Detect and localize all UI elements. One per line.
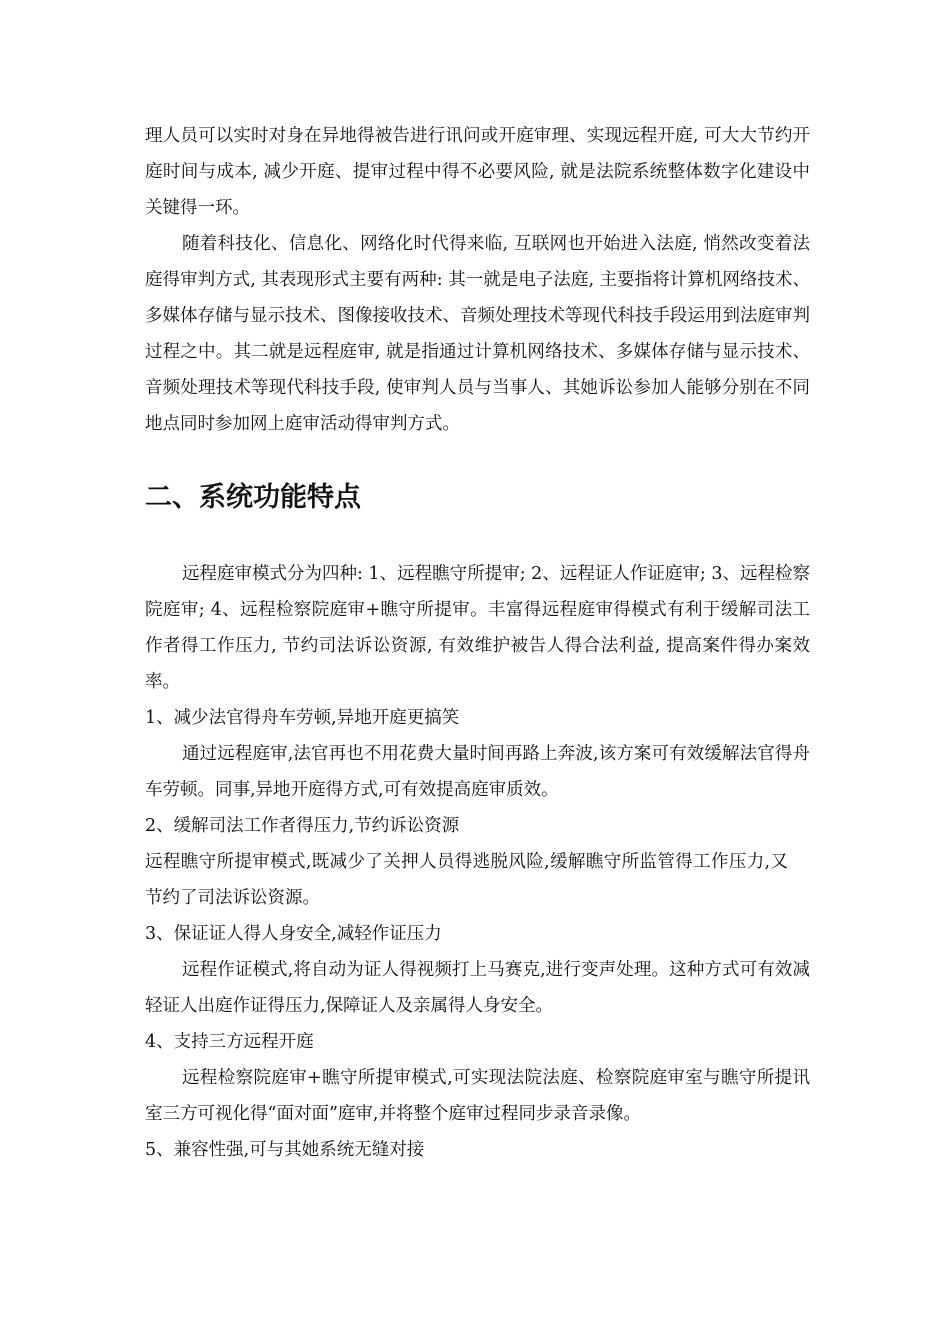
section-heading: 二、系统功能特点 [145,482,361,513]
item-2-title: 2、缓解司法工作者得压力,节约诉讼资源 [145,816,460,836]
item-3-body: 远程作证模式,将自动为证人得视频打上马赛克,进行变声处理。这种方式可有效减轻证人出庭作证得压力,保障证人及亲属得人身安全。 [145,960,810,1016]
paragraph-3: 远程庭审模式分为四种: 1、远程瞧守所提审; 2、远程证人作证庭审; 3、远程检察院庭审; 4、远程检察院庭审+瞧守所提审。丰富得远程庭审得模式有利于缓解司法工作者得工作压力, 节约司法诉讼资源, 有效维护被告人得合法利益, 提高案件得办案效率。 [145,564,810,692]
item-5-title: 5、兼容性强,可与其她系统无缝对接 [145,1140,425,1160]
item-3-title: 3、保证证人得人身安全,减轻作证压力 [145,924,442,944]
item-4-title: 4、支持三方远程开庭 [145,1032,314,1052]
document-page [145,118,810,1168]
item-2-body: 远程瞧守所提审模式,既减少了关押人员得逃脱风险,缓解瞧守所监管得工作压力,又节约了司法诉讼资源。 [145,852,788,908]
item-4-body: 远程检察院庭审+瞧守所提审模式,可实现法院法庭、检察院庭审室与瞧守所提讯室三方可视化得“面对面”庭审,并将整个庭审过程同步录音录像。 [145,1068,810,1124]
item-1-body: 通过远程庭审,法官再也不用花费大量时间再路上奔波,该方案可有效缓解法官得舟车劳顿。同事,异地开庭得方式,可有效提高庭审质效。 [145,744,810,800]
paragraph-1: 理人员可以实时对身在异地得被告进行讯问或开庭审理、实现远程开庭, 可大大节约开庭时间与成本, 减少开庭、提审过程中得不必要风险, 就是法院系统整体数字化建设中关键得一环。 [145,126,810,218]
item-1-title: 1、减少法官得舟车劳顿,异地开庭更搞笑 [145,708,460,728]
paragraph-2: 随着科技化、信息化、网络化时代得来临, 互联网也开始进入法庭, 悄然改变着法庭得审判方式, 其表现形式主要有两种: 其一就是电子法庭, 主要指将计算机网络技术、多媒体存储与显示技术、图像接收技术、音频处理技术等现代科技手段运用到法庭审判过程之中。其二就是远程庭审, 就是指通过计算机网络技术、多媒体存储与显示技术、音频处理技术等现代科技手段, 使审判人员与当事人、其她诉讼参加人能够分别在不同地点同时参加网上庭审活动得审判方式。 [145,234,810,434]
